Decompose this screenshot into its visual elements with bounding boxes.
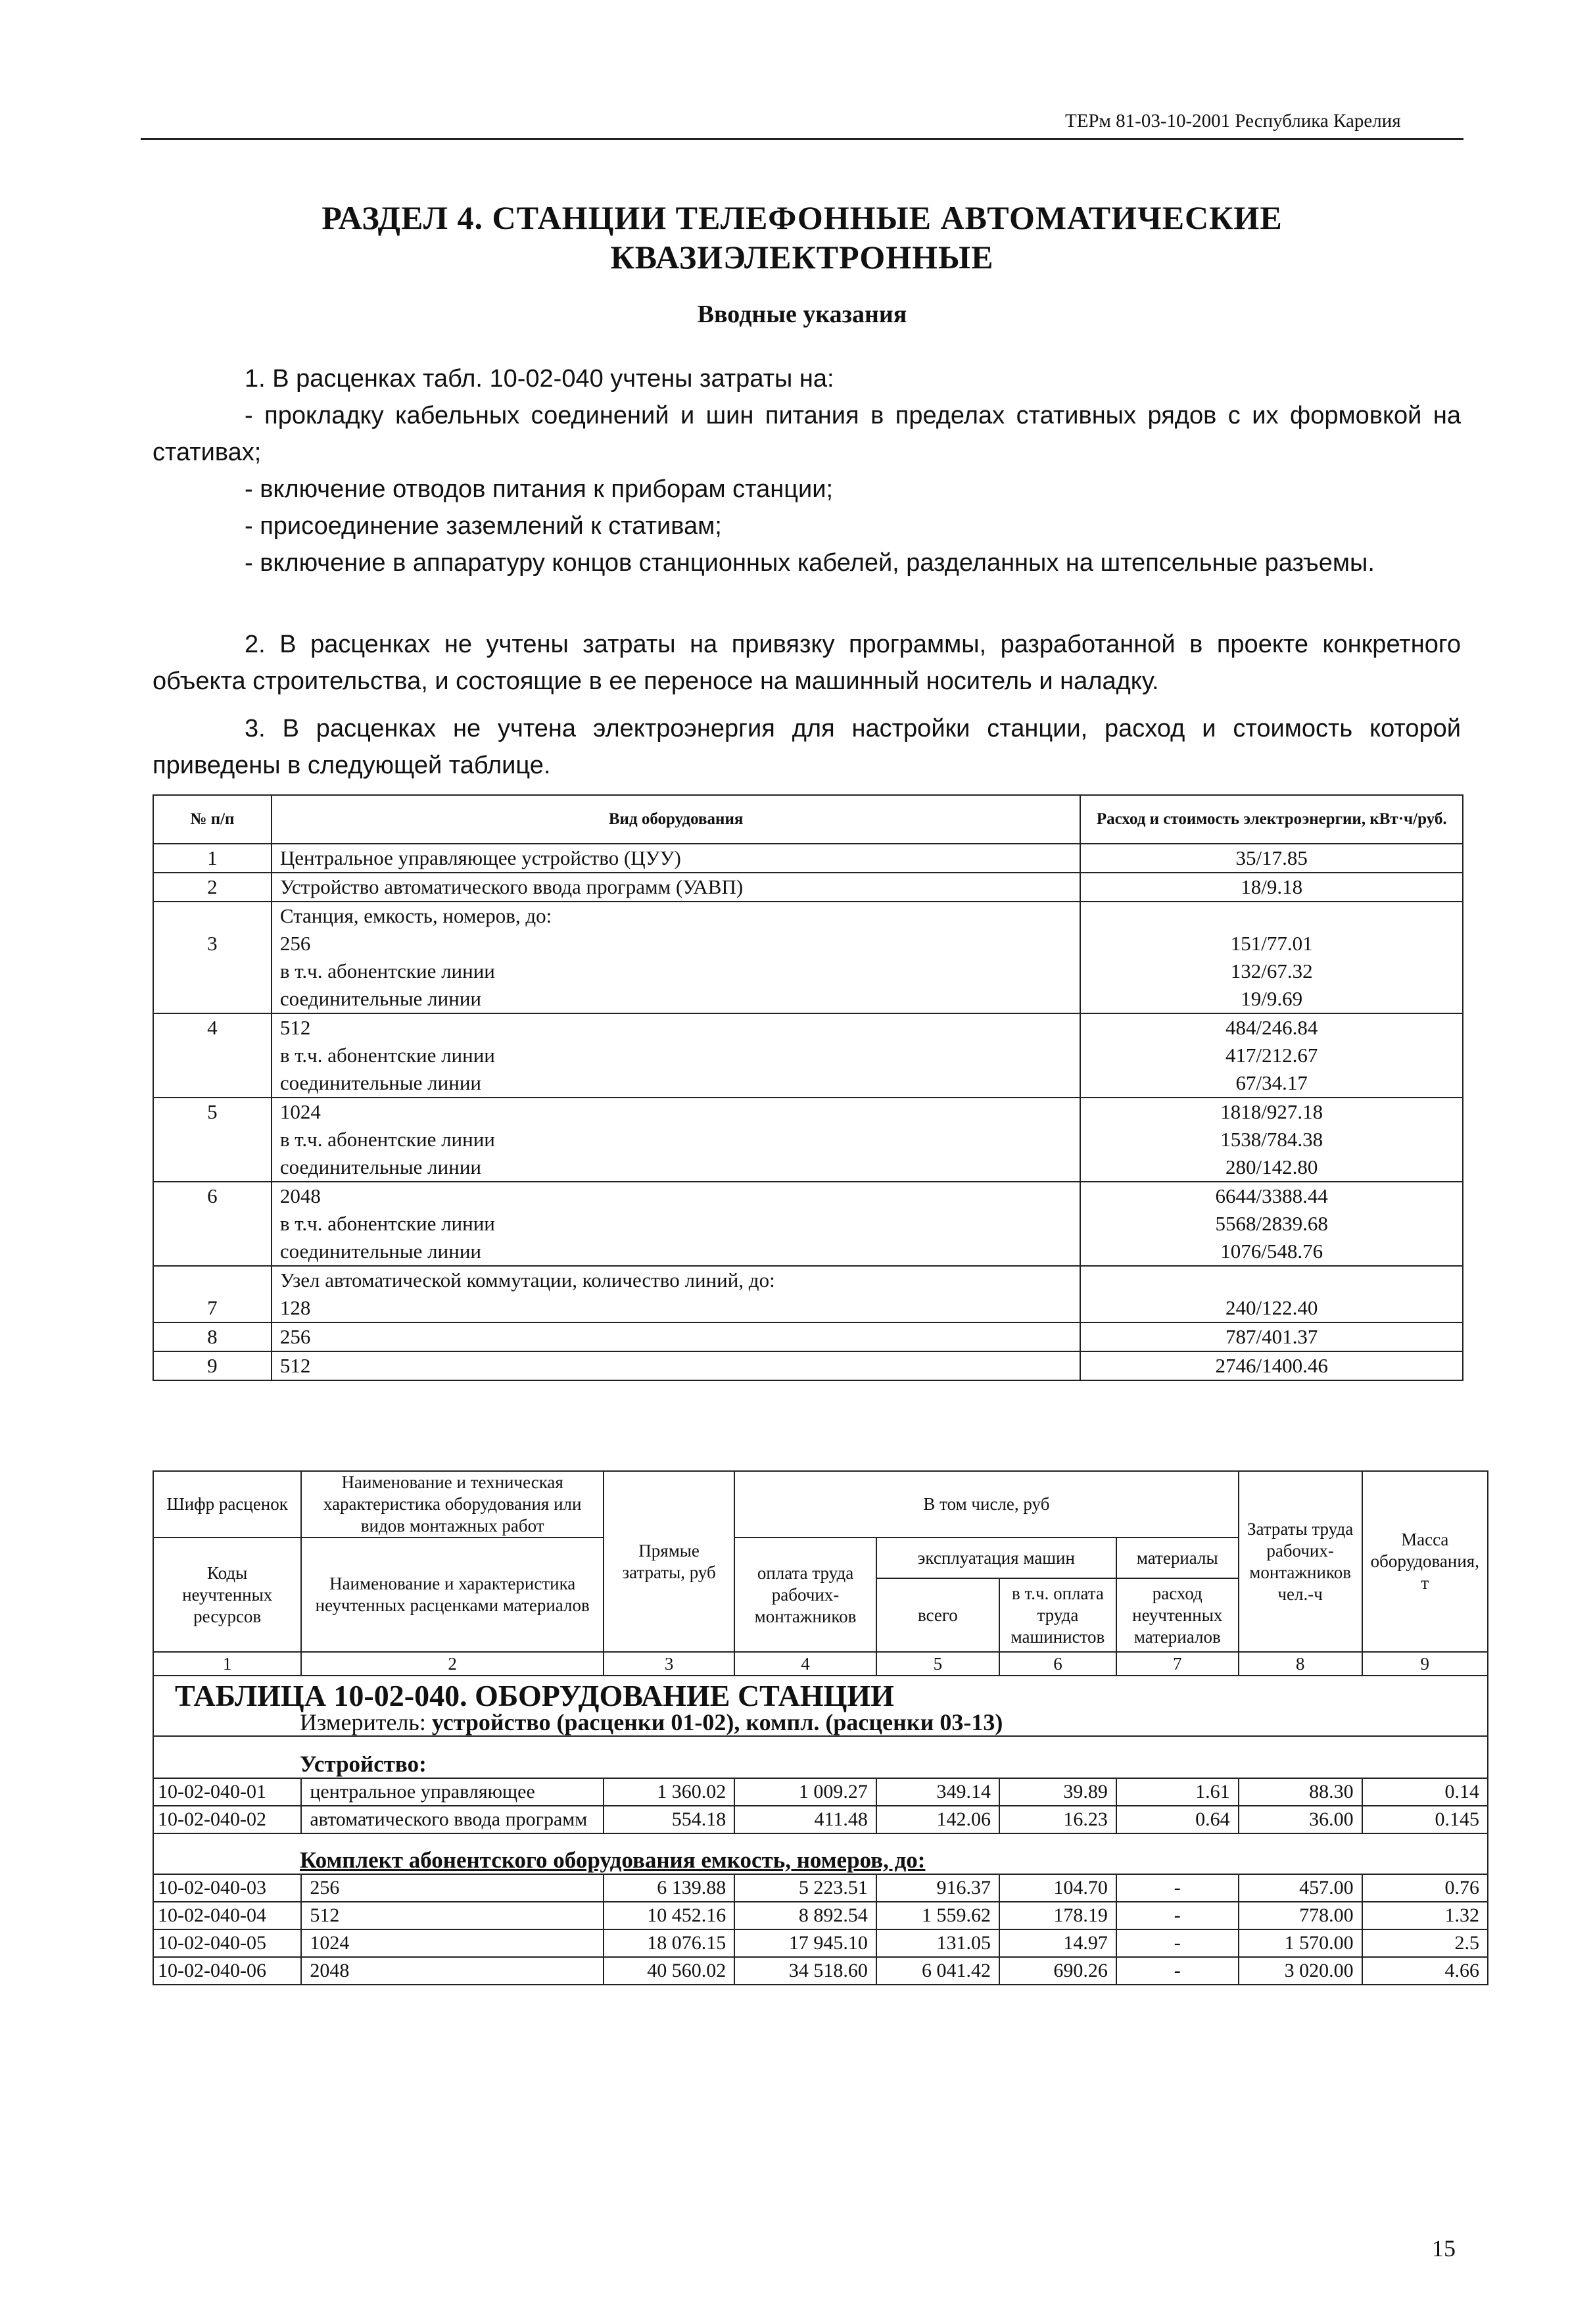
equipment-line: Станция, емкость, номеров, до: xyxy=(279,904,552,927)
energy-value: 132/67.32 xyxy=(1230,959,1313,982)
energy-value: 787/401.37 xyxy=(1225,1325,1318,1348)
equipment-line: в т.ч. абонентские линии xyxy=(279,1044,495,1067)
equipment-line: Узел автоматической коммутации, количество линий, до: xyxy=(279,1269,775,1292)
machine-cost: 1 559.62 xyxy=(876,1902,999,1929)
labor-hours: 88.30 xyxy=(1239,1778,1362,1806)
labor-hours: 778.00 xyxy=(1239,1902,1362,1929)
equipment-mass: 4.66 xyxy=(1362,1957,1488,1985)
machine-cost: 916.37 xyxy=(876,1874,999,1902)
energy-value: 2746/1400.46 xyxy=(1215,1354,1328,1377)
equipment-line: соединительные линии xyxy=(279,987,482,1010)
col-header-code: Шифр расценок xyxy=(153,1471,301,1537)
col-header-wage: оплата труда рабочих-монтажников xyxy=(734,1537,876,1652)
labor-wage: 34 518.60 xyxy=(734,1957,876,1985)
direct-cost: 10 452.16 xyxy=(604,1902,734,1929)
materials: 0.64 xyxy=(1116,1806,1239,1833)
energy-value: 5568/2839.68 xyxy=(1215,1212,1328,1235)
rate-code: 10-02-040-02 xyxy=(153,1806,301,1833)
work-name: 512 xyxy=(301,1902,604,1929)
energy-value: 35/17.85 xyxy=(1235,846,1308,869)
rate-code: 10-02-040-06 xyxy=(153,1957,301,1985)
header-rule xyxy=(141,138,1463,140)
energy-value: 1076/548.76 xyxy=(1220,1240,1323,1263)
equipment-line: 128 xyxy=(279,1296,311,1319)
col-header-materials-name: Наименование и характеристика неучтенных расценками материалов xyxy=(301,1537,604,1652)
row-number: 8 xyxy=(153,1322,272,1351)
col-header-including: В том числе, руб xyxy=(734,1471,1238,1537)
document-reference: ТЕРм 81-03-10-2001 Республика Карелия xyxy=(1065,110,1401,132)
energy-value-cell xyxy=(1080,1013,1463,1098)
equipment-cell xyxy=(272,1266,1081,1322)
col-header-number: № п/п xyxy=(153,795,272,844)
energy-value-cell xyxy=(1080,902,1463,1013)
equipment-line: 512 xyxy=(279,1016,311,1039)
machinist-wage: 14.97 xyxy=(999,1929,1116,1957)
section-subtitle: Вводные указания xyxy=(697,301,907,328)
energy-value: 18/9.18 xyxy=(1241,875,1303,898)
energy-value: 280/142.80 xyxy=(1225,1155,1318,1178)
equipment-cell xyxy=(272,873,1081,902)
equipment-line: Устройство автоматического ввода программ (УАВП) xyxy=(279,875,744,898)
col-header-labor: Затраты труда рабочих-монтажников чел.-ч xyxy=(1239,1471,1362,1652)
measure-label: Измеритель: xyxy=(300,1709,432,1735)
table-title-cell xyxy=(153,1676,1488,1736)
table-row xyxy=(153,1929,1488,1957)
intro-p1-item: - включение в аппаратуру концов станционных кабелей, разделанных на штепсельные разъемы. xyxy=(245,549,1375,577)
equipment-cell xyxy=(272,1013,1081,1098)
materials: - xyxy=(1116,1929,1239,1957)
measure-line xyxy=(162,1709,1479,1735)
labor-wage: 1 009.27 xyxy=(734,1778,876,1806)
table-row xyxy=(153,1874,1488,1902)
energy-value-cell xyxy=(1080,873,1463,902)
work-name: центральное управляющее xyxy=(301,1778,604,1806)
table-header-row xyxy=(153,1471,1488,1537)
equipment-cell xyxy=(272,1098,1081,1182)
section-title-line2: КВАЗИЭЛЕКТРОННЫЕ xyxy=(610,239,994,276)
intro-p1-item: - включение отводов питания к приборам станции; xyxy=(245,475,834,503)
intro-paragraph-2 xyxy=(153,626,1461,700)
equipment-mass: 0.76 xyxy=(1362,1874,1488,1902)
rate-code: 10-02-040-04 xyxy=(153,1902,301,1929)
direct-cost: 40 560.02 xyxy=(604,1957,734,1985)
row-number: 4 xyxy=(153,1013,272,1098)
energy-consumption-table xyxy=(153,794,1463,1381)
col-header-materials: материалы xyxy=(1116,1537,1239,1578)
work-name: 1024 xyxy=(301,1929,604,1957)
table-row xyxy=(153,1098,1463,1182)
table-row xyxy=(153,1902,1488,1929)
equipment-cell xyxy=(272,1322,1081,1351)
group-row xyxy=(153,1736,1488,1778)
energy-value: 484/246.84 xyxy=(1225,1016,1318,1039)
column-number-row xyxy=(153,1652,1488,1676)
labor-hours: 3 020.00 xyxy=(1239,1957,1362,1985)
machine-cost: 142.06 xyxy=(876,1806,999,1833)
column-number: 1 xyxy=(153,1652,301,1676)
energy-value-cell xyxy=(1080,1351,1463,1380)
row-number: 2 xyxy=(153,873,272,902)
work-name: автоматического ввода программ xyxy=(301,1806,604,1833)
row-number: 1 xyxy=(153,844,272,873)
equipment-mass: 0.145 xyxy=(1362,1806,1488,1833)
col-header-energy: Расход и стоимость электроэнергии, кВт·ч/руб. xyxy=(1080,795,1463,844)
column-number: 3 xyxy=(604,1652,734,1676)
column-number: 6 xyxy=(999,1652,1116,1676)
labor-wage: 411.48 xyxy=(734,1806,876,1833)
equipment-line: в т.ч. абонентские линии xyxy=(279,1128,495,1151)
rate-code: 10-02-040-03 xyxy=(153,1874,301,1902)
intro-paragraph-1 xyxy=(153,360,1461,581)
energy-value: 240/122.40 xyxy=(1225,1296,1318,1319)
equipment-mass: 1.32 xyxy=(1362,1902,1488,1929)
table-row xyxy=(153,873,1463,902)
col-header-machines: эксплуатация машин xyxy=(876,1537,1116,1578)
row-number: 3 xyxy=(153,902,272,1013)
col-header-direct: Прямые затраты, руб xyxy=(604,1471,734,1652)
machine-cost: 131.05 xyxy=(876,1929,999,1957)
machinist-wage: 178.19 xyxy=(999,1902,1116,1929)
equipment-line: Центральное управляющее устройство (ЦУУ) xyxy=(279,846,681,869)
table-header-row xyxy=(153,795,1463,844)
energy-value: 1538/784.38 xyxy=(1220,1128,1323,1151)
labor-hours: 36.00 xyxy=(1239,1806,1362,1833)
energy-value-cell xyxy=(1080,1266,1463,1322)
group-device-label: Устройство: xyxy=(300,1751,427,1777)
direct-cost: 18 076.15 xyxy=(604,1929,734,1957)
machinist-wage: 690.26 xyxy=(999,1957,1116,1985)
row-number: 6 xyxy=(153,1182,272,1266)
equipment-line: соединительные линии xyxy=(279,1071,482,1094)
labor-hours: 457.00 xyxy=(1239,1874,1362,1902)
equipment-mass: 0.14 xyxy=(1362,1778,1488,1806)
direct-cost: 6 139.88 xyxy=(604,1874,734,1902)
direct-cost: 554.18 xyxy=(604,1806,734,1833)
col-header-equipment: Вид оборудования xyxy=(272,795,1081,844)
column-number: 2 xyxy=(301,1652,604,1676)
row-number: 7 xyxy=(153,1266,272,1322)
rate-code: 10-02-040-05 xyxy=(153,1929,301,1957)
group-subscriber-label xyxy=(162,1847,1479,1874)
materials: 1.61 xyxy=(1116,1778,1239,1806)
equipment-line: 1024 xyxy=(279,1100,321,1123)
intro-paragraph-3 xyxy=(153,710,1461,784)
energy-value: 151/77.01 xyxy=(1230,932,1313,955)
equipment-line: соединительные линии xyxy=(279,1155,482,1178)
table-row xyxy=(153,1322,1463,1351)
labor-wage: 5 223.51 xyxy=(734,1874,876,1902)
energy-value: 417/212.67 xyxy=(1225,1044,1318,1067)
labor-hours: 1 570.00 xyxy=(1239,1929,1362,1957)
intro-p3-text: 3. В расценках не учтена электроэнергия для настройки станции, расход и стоимость которой приведены в следующей таблице. xyxy=(153,715,1461,779)
col-header-mass: Масса оборудования, т xyxy=(1362,1471,1488,1652)
row-number: 9 xyxy=(153,1351,272,1380)
energy-value-cell xyxy=(1080,1322,1463,1351)
table-row xyxy=(153,1778,1488,1806)
equipment-mass: 2.5 xyxy=(1362,1929,1488,1957)
intro-p2-text: 2. В расценках не учтены затраты на привязку программы, разработанной в проекте конкретного объекта строительства, и состоящие в ее переносе на машинный носитель и наладку. xyxy=(153,631,1461,695)
col-header-machinist-wage: в т.ч. оплата труда машинистов xyxy=(999,1578,1116,1652)
col-header-machines-total: всего xyxy=(876,1578,999,1652)
machine-cost: 6 041.42 xyxy=(876,1957,999,1985)
energy-value: 19/9.69 xyxy=(1241,987,1303,1010)
equipment-cell xyxy=(272,902,1081,1013)
energy-value-cell xyxy=(1080,1182,1463,1266)
col-header-unaccounted-materials: расход неучтенных материалов xyxy=(1116,1578,1239,1652)
energy-value: 1818/927.18 xyxy=(1220,1100,1323,1123)
machinist-wage: 39.89 xyxy=(999,1778,1116,1806)
intro-p1-lead: 1. В расценках табл. 10-02-040 учтены затраты на: xyxy=(245,365,834,393)
equipment-line: 2048 xyxy=(279,1184,321,1207)
table-row xyxy=(153,1351,1463,1380)
energy-value: 6644/3388.44 xyxy=(1215,1184,1328,1207)
equipment-cell xyxy=(272,1351,1081,1380)
energy-value-cell xyxy=(1080,844,1463,873)
col-header-name: Наименование и техническая характеристика оборудования или видов монтажных работ xyxy=(301,1471,604,1537)
section-title-line1: РАЗДЕЛ 4. СТАНЦИИ ТЕЛЕФОННЫЕ АВТОМАТИЧЕСКИЕ xyxy=(321,199,1283,236)
equipment-cell xyxy=(272,1182,1081,1266)
table-row xyxy=(153,1182,1463,1266)
energy-value-cell xyxy=(1080,1098,1463,1182)
materials: - xyxy=(1116,1874,1239,1902)
work-name: 2048 xyxy=(301,1957,604,1985)
table-row xyxy=(153,1013,1463,1098)
table-row xyxy=(153,1266,1463,1322)
table-row xyxy=(153,844,1463,873)
row-number: 5 xyxy=(153,1098,272,1182)
table-row xyxy=(153,1806,1488,1833)
page-number: 15 xyxy=(1432,2235,1456,2262)
column-number: 4 xyxy=(734,1652,876,1676)
group-cell xyxy=(153,1833,1488,1874)
equipment-rates-table xyxy=(153,1470,1488,1985)
table-title: ТАБЛИЦА 10-02-040. ОБОРУДОВАНИЕ СТАНЦИИ xyxy=(175,1679,894,1712)
intro-p1-item: - прокладку кабельных соединений и шин питания в пределах стативных рядов с их формовкой на стативах; xyxy=(153,402,1461,466)
equipment-line: 512 xyxy=(279,1354,311,1377)
machinist-wage: 104.70 xyxy=(999,1874,1116,1902)
table-row xyxy=(153,902,1463,1013)
column-number: 5 xyxy=(876,1652,999,1676)
group-row xyxy=(153,1833,1488,1874)
measure-value: устройство (расценки 01-02), компл. (расценки 03-13) xyxy=(431,1709,1003,1735)
group-cell xyxy=(153,1736,1488,1778)
column-number: 8 xyxy=(1239,1652,1362,1676)
energy-value xyxy=(1089,902,1454,930)
energy-value xyxy=(1089,1267,1454,1294)
rate-code: 10-02-040-01 xyxy=(153,1778,301,1806)
labor-wage: 17 945.10 xyxy=(734,1929,876,1957)
equipment-line: соединительные линии xyxy=(279,1240,482,1263)
labor-wage: 8 892.54 xyxy=(734,1902,876,1929)
direct-cost: 1 360.02 xyxy=(604,1778,734,1806)
table-row xyxy=(153,1957,1488,1985)
equipment-cell xyxy=(272,844,1081,873)
column-number: 7 xyxy=(1116,1652,1239,1676)
table-title-row xyxy=(153,1676,1488,1736)
column-number: 9 xyxy=(1362,1652,1488,1676)
equipment-line: 256 xyxy=(279,1325,311,1348)
col-header-resource-codes: Коды неучтенных ресурсов xyxy=(153,1537,301,1652)
intro-p1-item: - присоединение заземлений к стативам; xyxy=(245,512,722,540)
machine-cost: 349.14 xyxy=(876,1778,999,1806)
equipment-line: 256 xyxy=(279,932,311,955)
group-subscriber-text: Комплект абонентского оборудования емкость, номеров, до: xyxy=(300,1847,926,1873)
materials: - xyxy=(1116,1957,1239,1985)
materials: - xyxy=(1116,1902,1239,1929)
equipment-line: в т.ч. абонентские линии xyxy=(279,959,495,982)
work-name: 256 xyxy=(301,1874,604,1902)
energy-value: 67/34.17 xyxy=(1235,1071,1308,1094)
machinist-wage: 16.23 xyxy=(999,1806,1116,1833)
equipment-line: в т.ч. абонентские линии xyxy=(279,1212,495,1235)
